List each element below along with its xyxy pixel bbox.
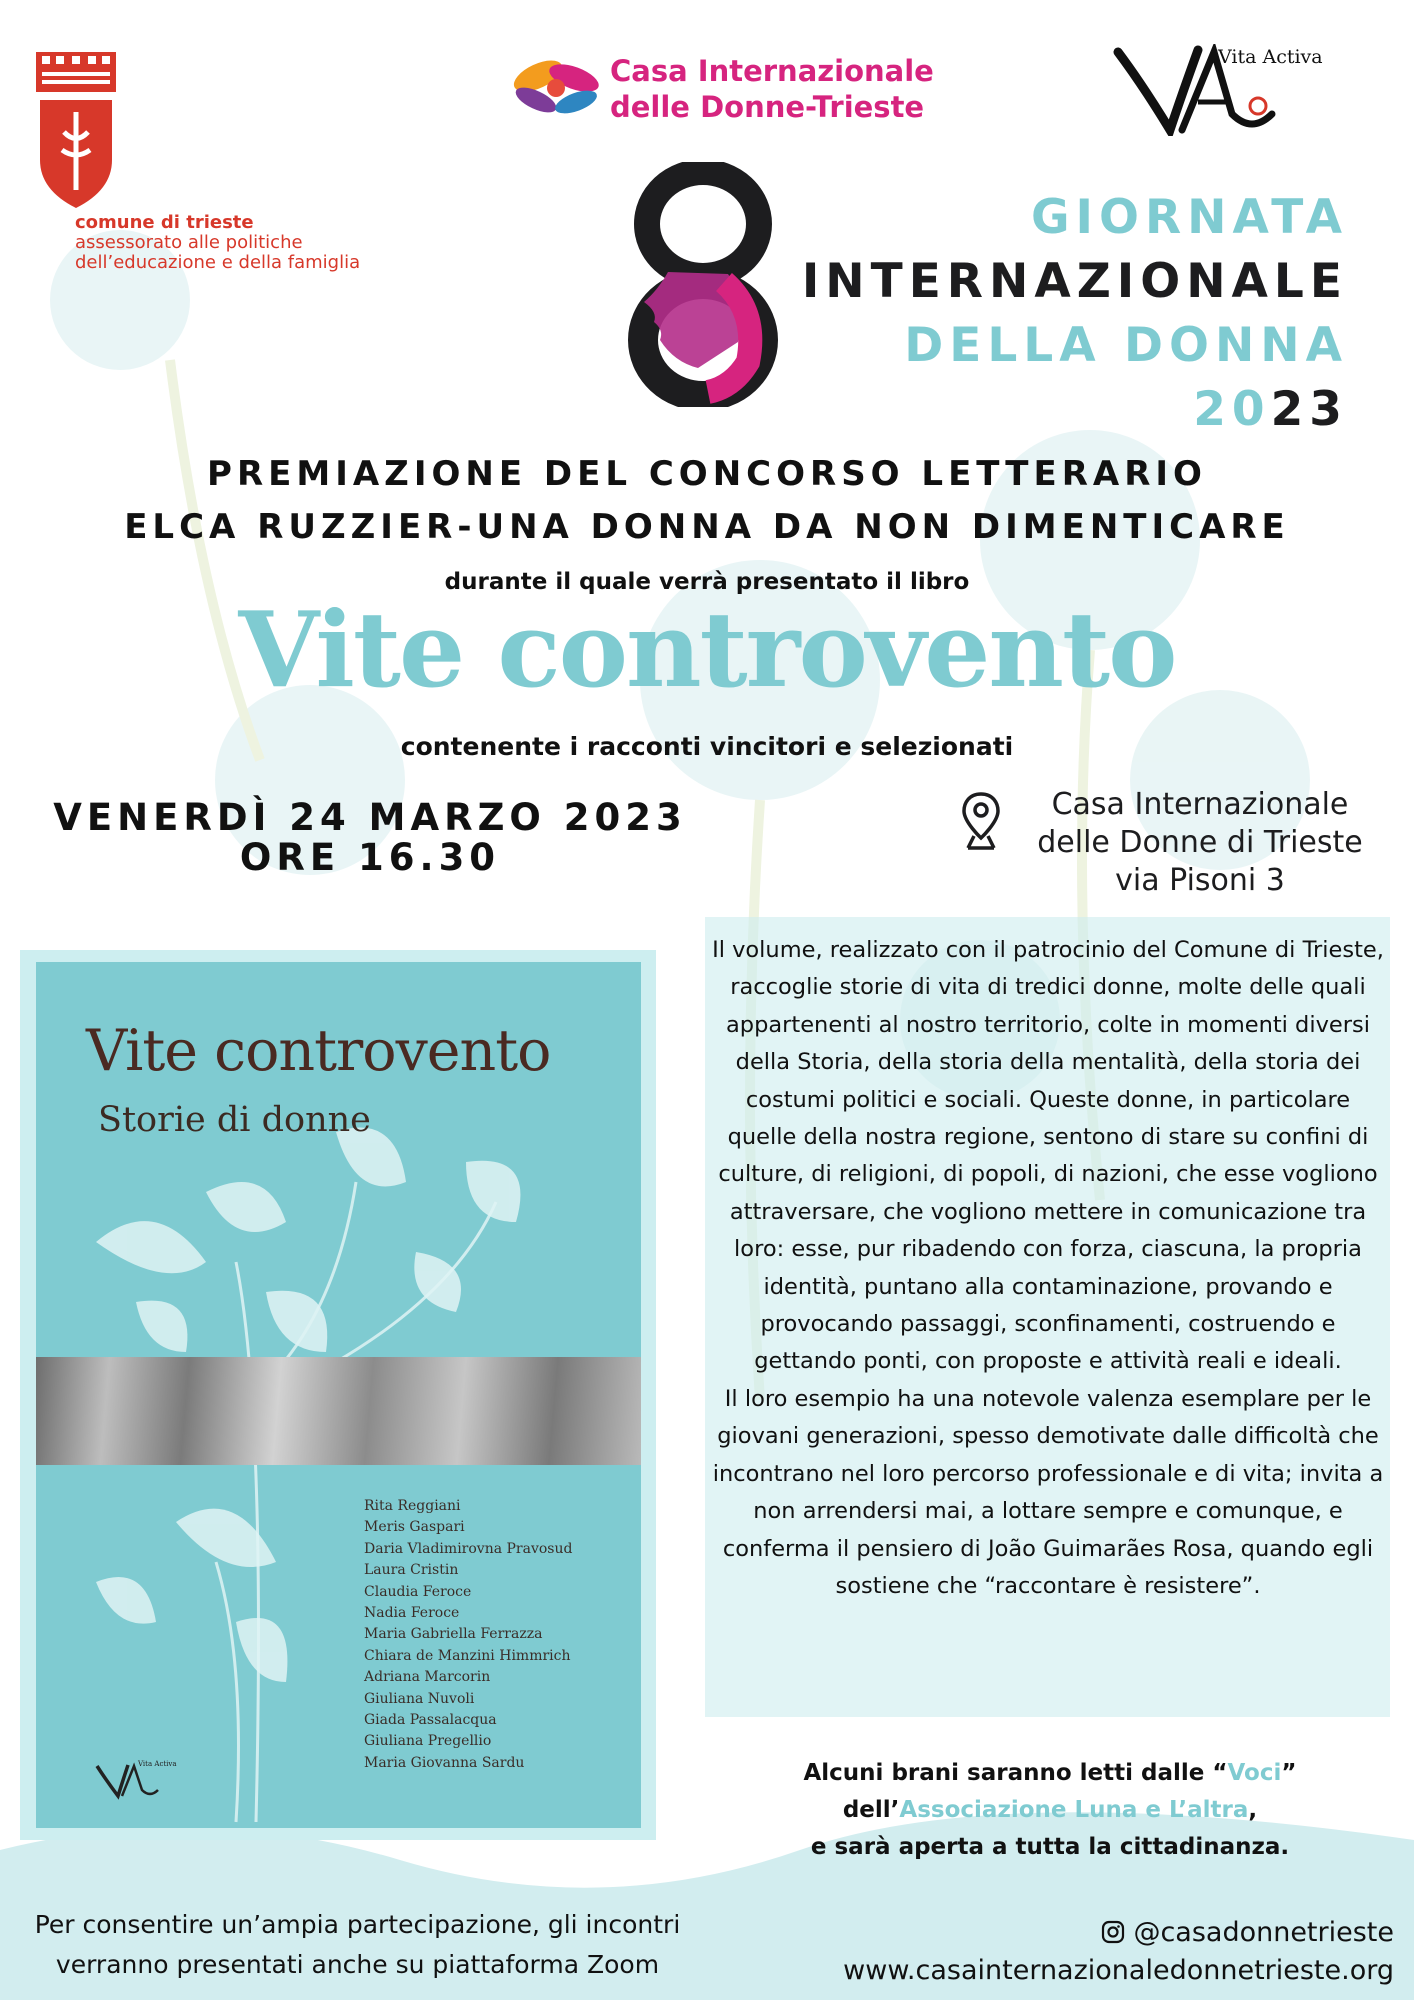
venue-line-3: via Pisoni 3 (1115, 863, 1285, 898)
contenente-text: contenente i racconti vincitori e selezionati (400, 732, 1014, 761)
voci-highlight: Voci (1227, 1760, 1282, 1786)
comune-text (75, 213, 360, 273)
book-publisher-name: Vita Activa (138, 1760, 177, 1768)
book-cover (36, 962, 641, 1828)
voci-text-d: , (1248, 1797, 1258, 1823)
zoom-note (0, 1905, 715, 1985)
ribbon-bow-icon (508, 52, 604, 124)
instagram-handle[interactable] (1101, 1917, 1394, 1948)
heading-year (1193, 378, 1348, 442)
year-second-part: 23 (1270, 382, 1348, 437)
heading-della-donna: DELLA DONNA (904, 318, 1348, 373)
premiazione-line-2: ELCA RUZZIER-UNA DONNA DA NON DIMENTICARE (124, 507, 1290, 547)
casa-internazionale-logo-text (610, 53, 934, 125)
casa-internazionale-ribbon-logo (508, 52, 604, 128)
zoom-line-1: Per consentire un’ampia partecipazione, gli incontri (34, 1910, 681, 1939)
venue-line-1: Casa Internazionale (1051, 787, 1349, 822)
author-item: Giuliana Nuvoli (364, 1690, 475, 1707)
author-item: Giada Passalacqua (364, 1712, 497, 1729)
premiazione-line-1: PREMIAZIONE DEL CONCORSO LETTERARIO (207, 454, 1207, 494)
author-item: Chiara de Manzini Himmrich (364, 1647, 571, 1664)
event-time: ORE 16.30 (239, 836, 501, 879)
event-date: VENERDÌ 24 MARZO 2023 (53, 796, 687, 839)
year-first-part: 20 (1193, 382, 1271, 437)
author-item: Meris Gaspari (364, 1519, 465, 1536)
venue-line-2: delle Donne di Trieste (1037, 825, 1363, 860)
number-eight-woman-profile-icon (628, 162, 778, 407)
association-name: Associazione Luna e L’altra (899, 1797, 1249, 1823)
description-text (712, 932, 1384, 1605)
casa-logo-line1: Casa Internazionale (610, 54, 934, 88)
heading-internazionale: INTERNAZIONALE (801, 254, 1348, 309)
comune-di-trieste-logo (34, 50, 118, 214)
website-link[interactable]: www.casainternazionaledonnetrieste.org (843, 1955, 1394, 1986)
book-cover-subtitle: Storie di donne (98, 1100, 371, 1140)
readings-note (705, 1755, 1395, 1866)
author-item: Nadia Feroce (364, 1605, 460, 1622)
author-item: Claudia Feroce (364, 1583, 472, 1600)
location-pin-icon (960, 790, 1002, 856)
heading-giornata: GIORNATA (1030, 190, 1348, 245)
casa-logo-line2: delle Donne-Trieste (610, 90, 925, 124)
durante-text: durante il quale verrà presentato il libro (444, 569, 970, 595)
premiazione-heading (0, 448, 1414, 554)
voci-text-b: ” (1281, 1760, 1297, 1786)
venue-address (1000, 786, 1400, 900)
description-paragraph-1: Il volume, realizzato con il patrocinio del Comune di Trieste, raccoglie storie di vita di tredici donne, molte delle quali appartenenti al nostro territorio, colte in momenti diversi della Storia, della storia della mentalità, della storia dei costumi politici e sociali. Queste donne, in particolare quelle della nostra regione, sentono di stare su confini di culture, di religioni, di popoli, di nazioni, che esse vogliono attraversare, che vogliono mettere in comunicazione tra loro: esse, pur ribadendo con forza, ciascuna, la propria identità, puntano alla contaminazione, provando e provocando passaggi, sconfinamenti, costruendo e gettando ponti, con proposte e attività reali e ideali. (712, 937, 1384, 1375)
event-date-time (40, 798, 700, 878)
comune-assessorato-1: assessorato alle politiche (75, 232, 303, 253)
comune-assessorato-2: dell’educazione e della famiglia (75, 252, 361, 273)
author-item: Laura Cristin (364, 1562, 459, 1579)
trieste-crest-icon (34, 50, 118, 210)
author-item: Daria Vladimirovna Pravosud (364, 1540, 573, 1557)
book-publisher-logo (94, 1760, 177, 1804)
voci-text-a: Alcuni brani saranno letti dalle “ (803, 1760, 1228, 1786)
author-item: Maria Gabriella Ferrazza (364, 1626, 543, 1643)
author-item: Maria Giovanna Sardu (364, 1754, 525, 1771)
book-cover-silver-band (36, 1357, 641, 1465)
voci-text-c: dell’ (842, 1797, 900, 1823)
book-title-large: Vite controvento (238, 588, 1176, 711)
author-item: Adriana Marcorin (364, 1669, 491, 1686)
zoom-line-2: verranno presentati anche su piattaforma Zoom (55, 1950, 660, 1979)
giornata-8-logo (628, 162, 778, 411)
instagram-handle-text: @casadonnetrieste (1133, 1917, 1394, 1948)
comune-name: comune di trieste (75, 212, 254, 233)
instagram-icon (1101, 1920, 1125, 1944)
book-cover-title: Vite controvento (86, 1018, 551, 1084)
description-paragraph-2: Il loro esempio ha una notevole valenza esemplare per le giovani generazioni, spesso demotivate dalle difficoltà che incontrano nel loro percorso professionale e di vita; invita a non arrendersi mai, a lottare sempre e comunque, e conferma il pensiero di João Guimarães Rosa, quando egli sostiene che “raccontare è resistere”. (712, 1385, 1384, 1599)
book-authors-list (364, 1496, 572, 1774)
author-item: Rita Reggiani (364, 1498, 461, 1514)
vita-activa-name: Vita Activa (1218, 46, 1323, 68)
voci-text-e: e sarà aperta a tutta la cittadinanza. (810, 1834, 1290, 1860)
author-item: Giuliana Pregellio (364, 1733, 492, 1750)
